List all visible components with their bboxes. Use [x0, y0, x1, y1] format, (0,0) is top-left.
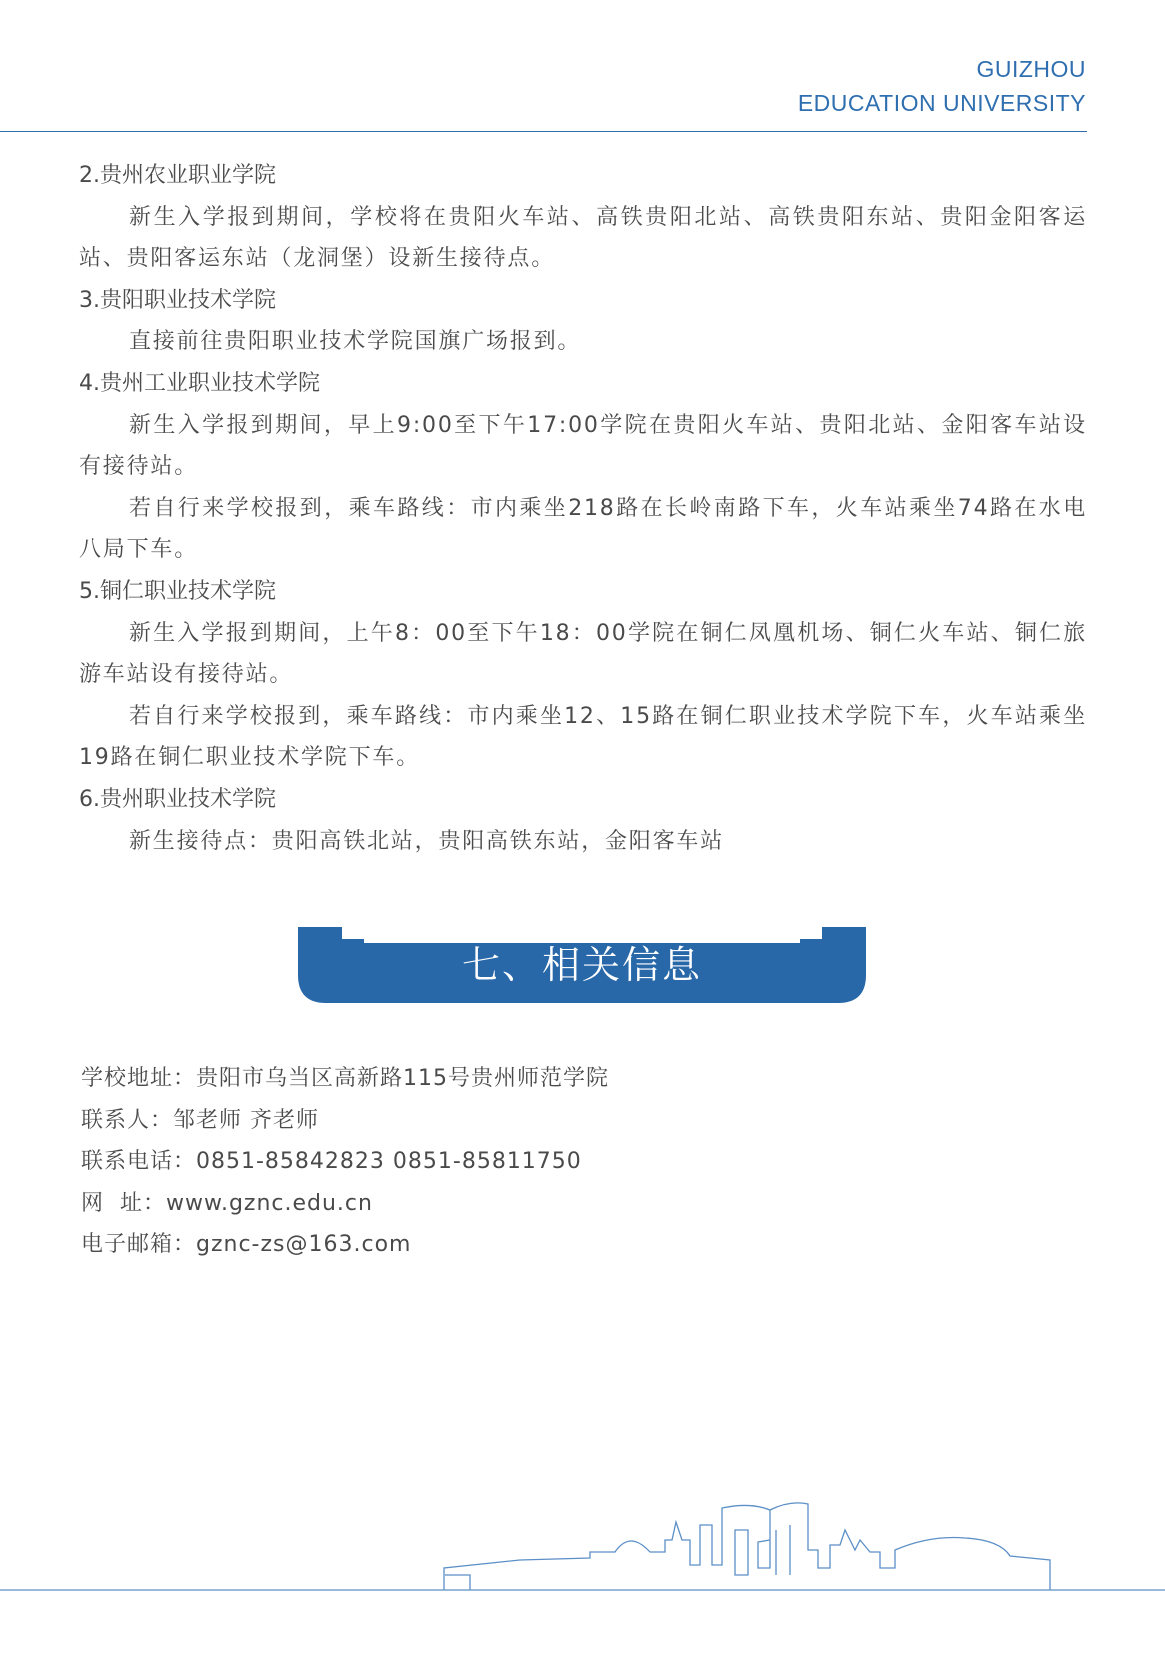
school-text-4a: 新生入学报到期间，早上9:00至下午17:00学院在贵阳火车站、贵阳北站、金阳客车站设有接待站。 [79, 412, 1087, 480]
school-text-3: 直接前往贵阳职业技术学院国旗广场报到。 [129, 329, 582, 355]
school-heading-2: 2.贵州农业职业学院 [79, 163, 276, 188]
brand-line-1: GUIZHOU [976, 56, 1086, 82]
school-reception-list [79, 155, 1087, 862]
contact-email: 电子邮箱：gznc-zs@163.com [81, 1232, 412, 1258]
contact-people: 联系人：邹老师 齐老师 [81, 1107, 319, 1133]
school-text-4b: 若自行来学校报到，乘车路线：市内乘坐218路在长岭南路下车，火车站乘坐74路在水电八局下车。 [79, 495, 1087, 563]
school-heading-4: 4.贵州工业职业技术学院 [79, 370, 320, 396]
school-heading-3: 3.贵阳职业技术学院 [79, 287, 276, 313]
school-text-2: 新生入学报到期间，学校将在贵阳火车站、高铁贵阳北站、高铁贵阳东站、贵阳金阳客运站、贵阳客运东站（龙洞堡）设新生接待点。 [79, 204, 1087, 272]
campus-skyline-illustration [0, 1480, 1165, 1600]
school-heading-6: 6.贵州职业技术学院 [79, 786, 276, 812]
university-brand [798, 52, 1086, 120]
contact-address: 学校地址：贵阳市乌当区高新路115号贵州师范学院 [81, 1066, 609, 1091]
brand-line-2: EDUCATION UNIVERSITY [797, 90, 1086, 116]
contact-info [81, 1058, 609, 1266]
school-heading-5: 5.铜仁职业技术学院 [79, 578, 276, 604]
school-text-6: 新生接待点：贵阳高铁北站，贵阳高铁东站，金阳客车站 [129, 828, 725, 854]
header-divider [0, 131, 1087, 132]
contact-website: 网 址：www.gznc.edu.cn [81, 1190, 373, 1216]
section-banner [298, 927, 866, 1003]
section-title: 七、相关信息 [461, 943, 702, 987]
school-text-5b: 若自行来学校报到，乘车路线：市内乘坐12、15路在铜仁职业技术学院下车，火车站乘坐19路在铜仁职业技术学院下车。 [79, 703, 1087, 771]
school-text-5a: 新生入学报到期间，上午8：00至下午18：00学院在铜仁凤凰机场、铜仁火车站、铜仁旅游车站设有接待站。 [79, 620, 1087, 688]
contact-phone: 联系电话：0851-85842823 0851-85811750 [81, 1149, 582, 1175]
